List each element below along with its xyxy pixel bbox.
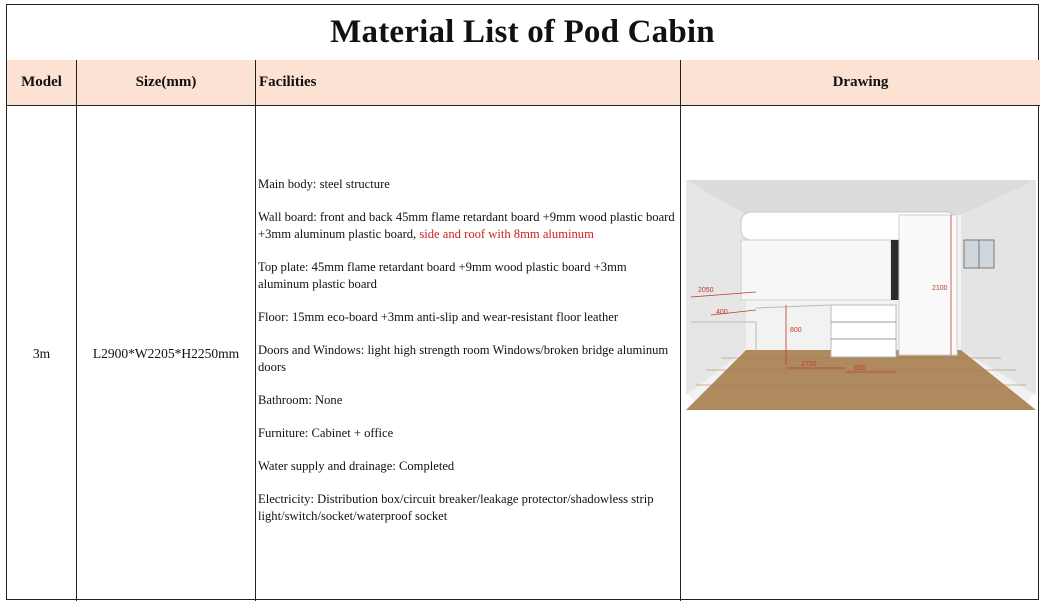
- header-size: Size(mm): [77, 60, 256, 106]
- dim-2100: 2100: [932, 285, 948, 292]
- dim-800: 800: [790, 327, 802, 334]
- dim-2050: 2050: [698, 287, 714, 294]
- facility-item: Bathroom: None: [258, 393, 343, 407]
- facility-item: Floor: 15mm eco-board +3mm anti-slip and wear-resistant floor leather: [258, 310, 619, 324]
- facilities-list: [256, 106, 680, 525]
- dim-400: 400: [716, 309, 728, 316]
- header-facilities: Facilities: [256, 60, 681, 106]
- size-cell: [77, 106, 256, 601]
- facility-item: Furniture: Cabinet + office: [258, 426, 394, 440]
- size-value: L2900*W2205*H2250mm: [92, 345, 240, 361]
- material-list-table: [6, 4, 1039, 600]
- dim-800-b: 800: [854, 365, 866, 372]
- model-value: 3m: [32, 345, 51, 361]
- facilities-cell: [256, 106, 681, 601]
- header-drawing: Drawing: [681, 60, 1040, 106]
- model-cell: [7, 106, 77, 601]
- title-row: [7, 5, 1038, 61]
- cabin-interior-drawing: [686, 180, 1036, 410]
- facility-item: Water supply and drainage: Completed: [258, 459, 455, 473]
- drawing-cell: [681, 106, 1040, 601]
- facility-item: Doors and Windows: light high strength room Windows/broken bridge aluminum doors: [258, 343, 669, 374]
- facility-item: Electricity: Distribution box/circuit breaker/leakage protector/shadowless strip light/switch/socket/waterproof socket: [258, 492, 654, 523]
- facility-highlight: side and roof with 8mm aluminum: [419, 227, 594, 241]
- facility-item: Wall board: front and back 45mm flame retardant board +9mm wood plastic board +3mm aluminum plastic board, side and roof with 8mm aluminum: [258, 210, 675, 241]
- facility-item: Main body: steel structure: [258, 177, 390, 191]
- header-model: Model: [7, 60, 77, 106]
- facility-item: Top plate: 45mm flame retardant board +9mm wood plastic board +3mm aluminum plastic board: [258, 260, 627, 291]
- page-title: Material List of Pod Cabin: [330, 14, 715, 50]
- dim-2750: 2750: [801, 361, 817, 368]
